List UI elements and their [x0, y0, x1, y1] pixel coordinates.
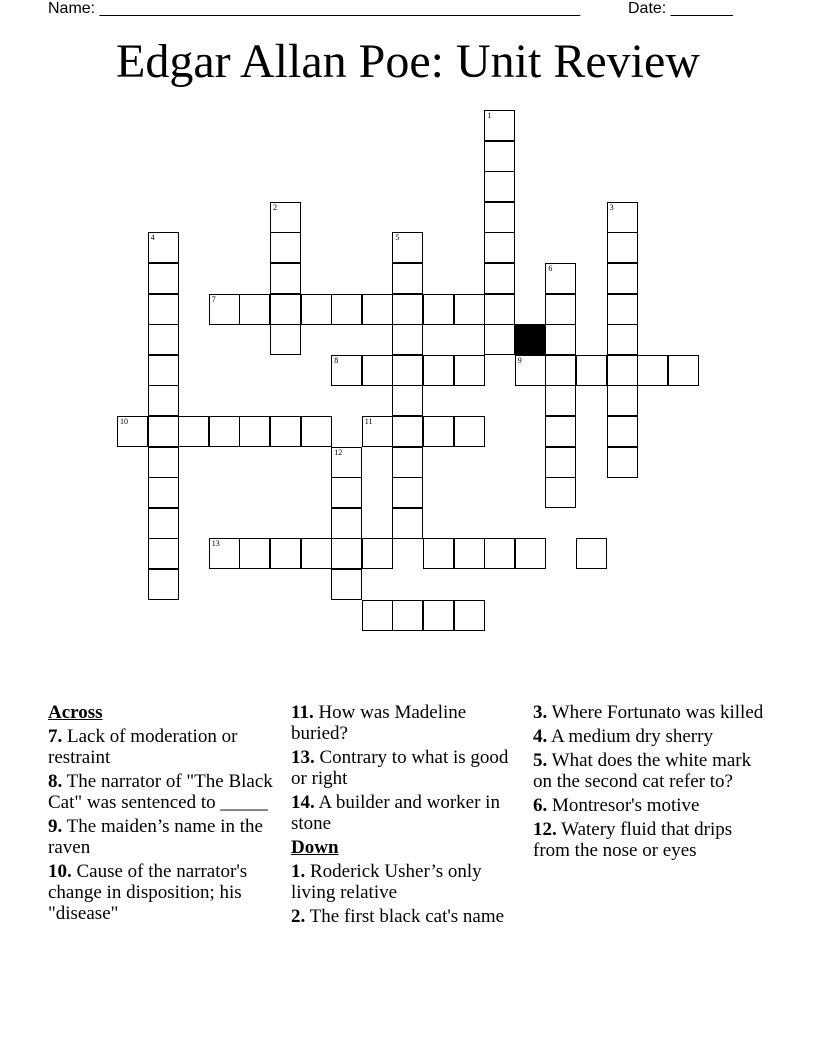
clue-number: 4. [533, 726, 548, 747]
cell-number: 1 [487, 111, 492, 120]
grid-cell[interactable] [270, 202, 301, 233]
grid-cell[interactable] [484, 263, 515, 294]
down-heading: Down [291, 837, 339, 858]
clue-number: 6. [533, 795, 548, 816]
clue-number: 3. [533, 702, 548, 723]
grid-cell[interactable] [148, 263, 179, 294]
grid-cell[interactable] [331, 538, 362, 569]
grid-cell[interactable] [607, 385, 638, 416]
clue-text: Where Fortunato was killed [551, 702, 764, 723]
clue-text: A builder and worker in stone [291, 792, 500, 834]
clue-number: 9. [48, 816, 63, 837]
page-title: Edgar Allan Poe: Unit Review [116, 35, 700, 88]
grid-cell[interactable] [178, 416, 209, 447]
clue-number: 13. [291, 747, 315, 768]
grid-cell[interactable] [392, 600, 423, 631]
grid-cell[interactable] [270, 538, 301, 569]
grid-cell[interactable] [331, 447, 362, 478]
grid-cell[interactable] [209, 294, 240, 325]
cell-number: 8 [334, 355, 339, 365]
grid-cell[interactable] [423, 355, 454, 386]
grid-cell[interactable] [607, 263, 638, 294]
clue-text: Montresor's motive [552, 795, 700, 816]
clue-number: 1. [291, 861, 306, 882]
clue-down-3 [533, 702, 765, 723]
clues-column-1 [48, 702, 280, 927]
grid-cell[interactable] [239, 294, 270, 325]
grid-cell[interactable] [637, 355, 668, 386]
clue-across-9 [48, 816, 280, 858]
grid-cell[interactable] [148, 232, 179, 263]
clue-across-14 [291, 792, 523, 834]
grid-cell[interactable] [454, 355, 485, 386]
clue-text: The narrator of "The Black Cat" was sentenced to _____ [48, 771, 273, 813]
grid-cell[interactable] [392, 416, 423, 447]
grid-cell[interactable] [576, 538, 607, 569]
grid-cell[interactable] [484, 538, 515, 569]
cell-number: 2 [273, 202, 277, 212]
clue-text: The first black cat's name [309, 906, 505, 927]
clue-across-10 [48, 861, 280, 924]
grid-cell[interactable] [392, 447, 423, 478]
clue-number: 10. [48, 861, 72, 882]
grid-cell[interactable] [331, 569, 362, 600]
grid-cell[interactable] [545, 294, 576, 325]
clue-text: The maiden’s name in the raven [48, 816, 263, 858]
grid-cell[interactable] [392, 508, 423, 539]
grid-cell[interactable] [545, 324, 576, 355]
clue-text: A medium dry sherry [550, 726, 713, 747]
cell-number: 11 [364, 417, 373, 426]
grid-cell[interactable] [270, 263, 301, 294]
grid-cell[interactable] [607, 416, 638, 447]
grid-cell[interactable] [148, 385, 179, 416]
grid-cell[interactable] [239, 538, 270, 569]
grid-cell[interactable] [270, 232, 301, 263]
clue-text: Lack of moderation or restraint [48, 726, 238, 768]
black-square [515, 324, 546, 355]
clue-across-13 [291, 747, 523, 789]
grid-cell[interactable] [545, 355, 576, 386]
grid-cell[interactable] [392, 477, 423, 508]
clues-column-3 [533, 702, 765, 864]
grid-cell[interactable] [484, 110, 515, 141]
grid-cell[interactable] [362, 416, 393, 447]
clue-text: Watery fluid that drips from the nose or eyes [533, 819, 733, 861]
grid-cell[interactable] [484, 171, 515, 202]
cell-number: 4 [150, 233, 155, 243]
grid-cell[interactable] [423, 416, 454, 447]
cell-number: 9 [517, 355, 522, 365]
grid-cell[interactable] [209, 538, 240, 569]
grid-cell[interactable] [392, 232, 423, 263]
grid-cell[interactable] [392, 263, 423, 294]
date-field[interactable]: Date: _______ [628, 0, 733, 17]
grid-cell[interactable] [362, 294, 393, 325]
grid-cell[interactable] [301, 294, 332, 325]
grid-cell[interactable] [331, 477, 362, 508]
clue-down-2 [291, 906, 523, 927]
grid-cell[interactable] [545, 263, 576, 294]
grid-cell[interactable] [148, 294, 179, 325]
grid-cell[interactable] [545, 447, 576, 478]
grid-cell[interactable] [607, 447, 638, 478]
clue-text: What does the white mark on the second cat refer to? [533, 750, 752, 792]
grid-cell[interactable] [148, 447, 179, 478]
grid-cell[interactable] [392, 324, 423, 355]
grid-cell[interactable] [362, 600, 393, 631]
grid-cell[interactable] [301, 538, 332, 569]
grid-cell[interactable] [392, 385, 423, 416]
clue-text: Contrary to what is good or right [291, 747, 509, 789]
clue-across-11 [291, 702, 523, 744]
clue-down-6 [533, 795, 765, 816]
grid-cell[interactable] [148, 508, 179, 539]
clue-text: Roderick Usher’s only living relative [291, 861, 482, 903]
grid-cell[interactable] [362, 538, 393, 569]
grid-cell[interactable] [484, 141, 515, 172]
grid-cell[interactable] [117, 416, 148, 447]
grid-cell[interactable] [484, 324, 515, 355]
cell-number: 13 [211, 539, 220, 549]
grid-cell[interactable] [148, 324, 179, 355]
cell-number: 7 [211, 294, 216, 304]
grid-cell[interactable] [392, 294, 423, 325]
grid-cell[interactable] [484, 294, 515, 325]
grid-cell[interactable] [148, 538, 179, 569]
grid-cell[interactable] [331, 294, 362, 325]
grid-cell[interactable] [423, 294, 454, 325]
grid-cell[interactable] [454, 416, 485, 447]
cell-number: 5 [395, 233, 400, 243]
grid-cell[interactable] [270, 294, 301, 325]
clue-text: Cause of the narrator's change in disposition; his "disease" [48, 861, 248, 924]
clue-text: How was Madeline buried? [291, 702, 467, 744]
grid-cell[interactable] [148, 569, 179, 600]
grid-cell[interactable] [515, 538, 546, 569]
clue-down-5 [533, 750, 765, 792]
clue-across-7 [48, 726, 280, 768]
grid-cell[interactable] [392, 355, 423, 386]
grid-cell[interactable] [484, 232, 515, 263]
clue-number: 8. [48, 771, 63, 792]
cell-number: 3 [609, 202, 614, 212]
clue-number: 14. [291, 792, 315, 813]
grid-cell[interactable] [607, 232, 638, 263]
grid-cell[interactable] [484, 202, 515, 233]
grid-cell[interactable] [607, 324, 638, 355]
grid-cell[interactable] [668, 355, 699, 386]
grid-cell[interactable] [423, 538, 454, 569]
grid-cell[interactable] [545, 416, 576, 447]
grid-cell[interactable] [576, 355, 607, 386]
grid-cell[interactable] [148, 355, 179, 386]
clue-down-1 [291, 861, 523, 903]
grid-cell[interactable] [454, 294, 485, 325]
cell-number: 10 [120, 417, 128, 426]
clue-number: 2. [291, 906, 306, 927]
grid-cell[interactable] [331, 508, 362, 539]
grid-cell[interactable] [545, 477, 576, 508]
grid-cell[interactable] [607, 355, 638, 386]
grid-cell[interactable] [454, 600, 485, 631]
grid-cell[interactable] [209, 416, 240, 447]
grid-cell[interactable] [515, 355, 546, 386]
grid-cell[interactable] [239, 416, 270, 447]
clue-across-8 [48, 771, 280, 813]
clue-number: 12. [533, 819, 557, 840]
grid-cell[interactable] [607, 294, 638, 325]
grid-cell[interactable] [148, 416, 179, 447]
grid-cell[interactable] [331, 355, 362, 386]
clue-number: 7. [48, 726, 63, 747]
clue-down-12 [533, 819, 765, 861]
grid-cell[interactable] [607, 202, 638, 233]
grid-cell[interactable] [454, 538, 485, 569]
cell-number: 6 [548, 264, 553, 273]
grid-cell[interactable] [270, 324, 301, 355]
clues-column-2 [291, 702, 523, 930]
clue-down-4 [533, 726, 765, 747]
name-field[interactable]: Name: ______________________________________________________ [48, 0, 581, 17]
grid-cell[interactable] [362, 355, 393, 386]
grid-cell[interactable] [270, 416, 301, 447]
cell-number: 12 [334, 447, 343, 457]
grid-cell[interactable] [423, 600, 454, 631]
clue-number: 5. [533, 750, 548, 771]
clue-number: 11. [291, 702, 314, 723]
across-heading: Across [48, 702, 103, 723]
grid-cell[interactable] [148, 477, 179, 508]
grid-cell[interactable] [545, 385, 576, 416]
grid-cell[interactable] [301, 416, 332, 447]
